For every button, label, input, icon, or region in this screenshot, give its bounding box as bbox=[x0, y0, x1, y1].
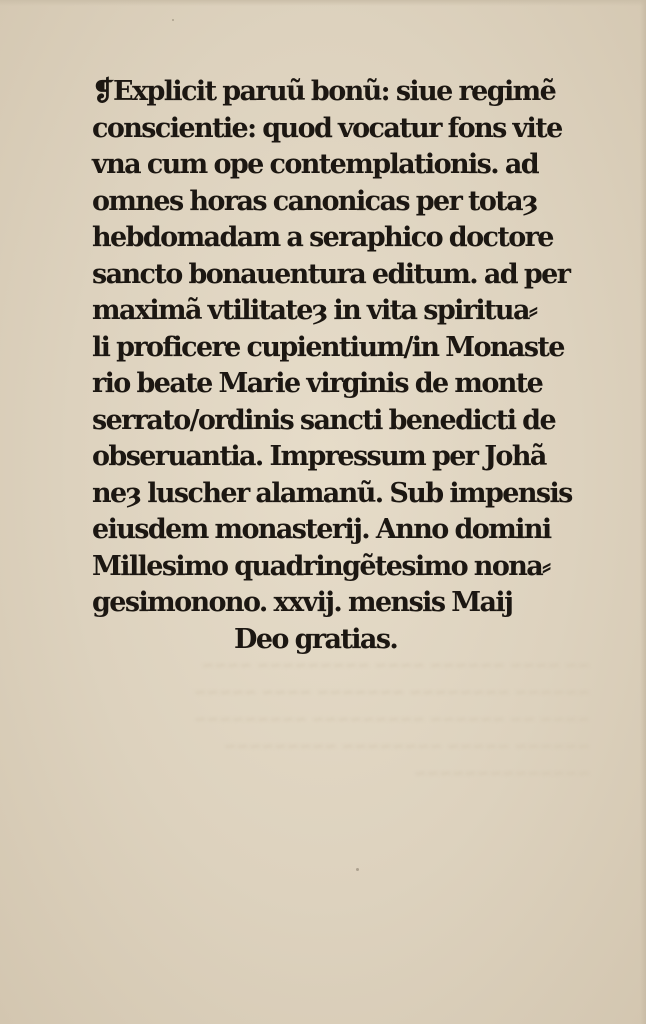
colophon-closing-line: Deo gratias. bbox=[234, 623, 398, 655]
colophon-line: rio beate Marie virginis de monte bbox=[92, 368, 543, 399]
colophon-line: neȝ luscher alamanũ. Sub impensis bbox=[92, 477, 572, 509]
colophon-line: hebdomadam a seraphico doctore bbox=[92, 222, 553, 253]
colophon-line: eiusdem monasterij. Anno domini bbox=[92, 514, 551, 545]
colophon-line: Millesimo quadringẽtesimo nona⸗ bbox=[92, 550, 550, 582]
colophon-line: obseruantia. Impressum per Johã bbox=[92, 441, 546, 472]
page-right-edge bbox=[640, 0, 646, 1024]
paper-speck bbox=[172, 19, 174, 21]
colophon-text bbox=[92, 74, 612, 658]
paper-speck bbox=[356, 868, 359, 871]
colophon-line: maximã vtilitateȝ in vita spiritua⸗ bbox=[92, 295, 537, 326]
page-top-edge bbox=[0, 0, 646, 6]
colophon-line: omnes horas canonicas per totaȝ bbox=[92, 185, 537, 217]
bleed-through-text: ~~ ~~~~ ~~~~~~ ~~~~ ~~~~~~~~~ ~~~~ ~~~~~~ ~~~~~~~~ ~~~~~~~ ~~~~ ~~~~~ ~~~~ ~~ ~~~~~~ ~~~~~~~~~ ~~~~~~~~~ ~~~~~~ ~~~~~ ~~~~~~~~ ~~~~~~~~~ ~~~~~~~~~~~~~~ bbox=[193, 656, 590, 782]
colophon-line: gesimonono. xxvij. mensis Maij bbox=[92, 587, 513, 618]
colophon-line: ❡Explicit paruũ bonũ: siue regimẽ bbox=[92, 76, 556, 107]
colophon-line: conscientie: quod vocatur fons vite bbox=[92, 112, 562, 144]
colophon-line: serrato/ordinis sancti benedicti de bbox=[92, 404, 556, 436]
colophon-line: vna cum ope contemplationis. ad bbox=[92, 149, 539, 180]
colophon-line: sancto bonauentura editum. ad per bbox=[92, 258, 570, 290]
colophon-line: li proficere cupientium/in Monaste bbox=[92, 331, 564, 363]
